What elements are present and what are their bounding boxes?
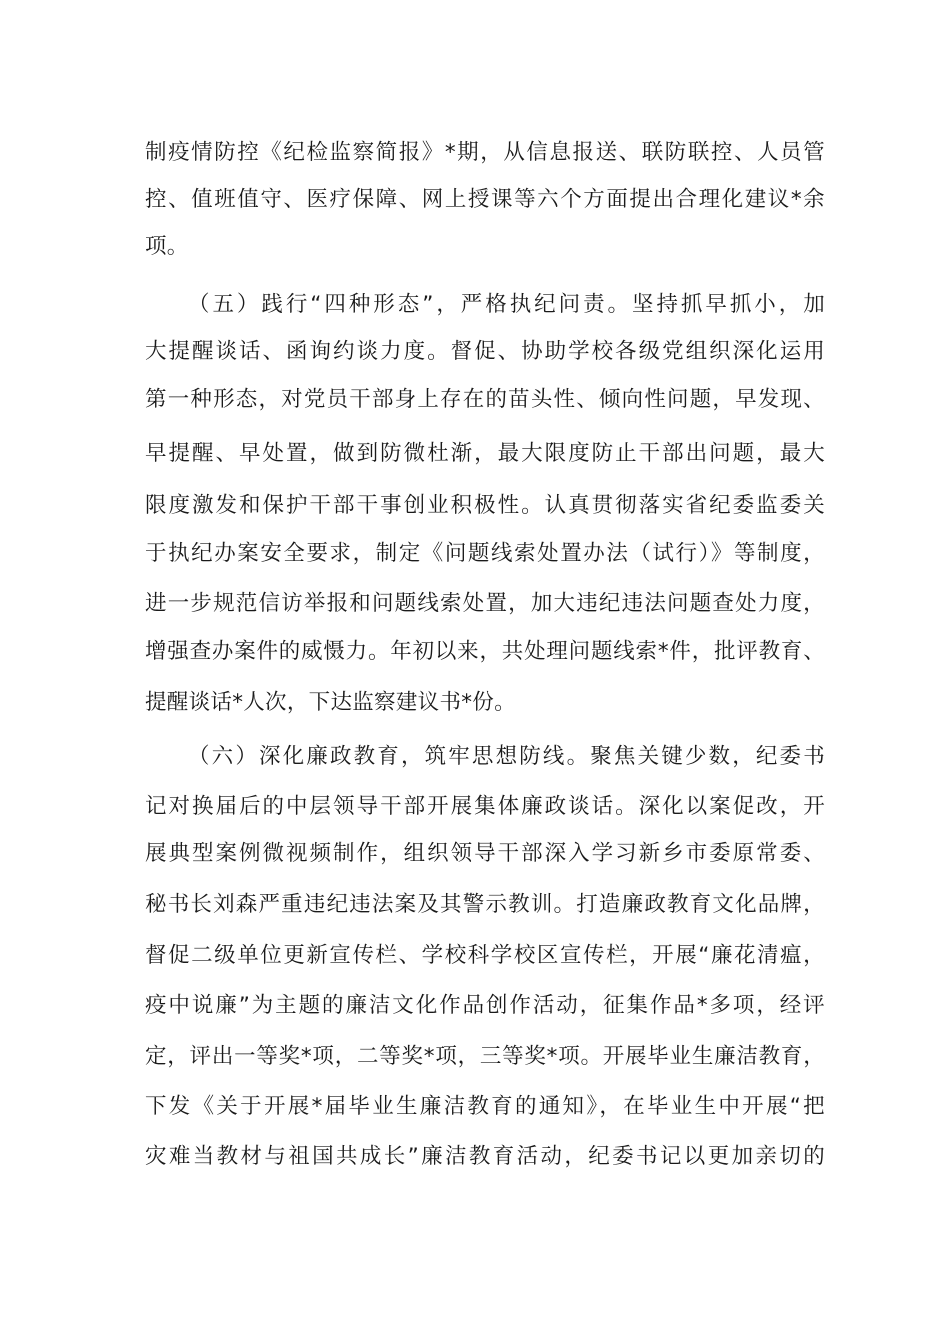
text-line: 下发《关于开展*届毕业生廉洁教育的通知》，在毕业生中开展“把	[145, 1094, 825, 1119]
text-line: 展典型案例微视频制作，组织领导干部深入学习新乡市委原常委、	[145, 841, 825, 866]
paragraph-heading-five: （五）践行“四种形态”，严格执纪问责。坚持抓早抓小，加	[188, 292, 825, 317]
paragraph-heading-six: （六）深化廉政教育，筑牢思想防线。聚焦关键少数，纪委书	[188, 744, 825, 769]
text-line: 限度激发和保护干部干事创业积极性。认真贯彻落实省纪委监委关	[145, 493, 825, 518]
text-line: 大提醒谈话、函询约谈力度。督促、协助学校各级党组织深化运用	[145, 339, 825, 364]
text-line: 项。	[145, 234, 189, 259]
text-line: 第一种形态，对党员干部身上存在的苗头性、倾向性问题，早发现、	[145, 387, 825, 412]
text-line: 控、值班值守、医疗保障、网上授课等六个方面提出合理化建议*余	[145, 187, 825, 212]
text-line: 增强查办案件的威慑力。年初以来，共处理问题线索*件，批评教育、	[145, 639, 825, 664]
text-line: 进一步规范信访举报和问题线索处置，加大违纪违法问题查处力度，	[145, 591, 825, 616]
text-line: 记对换届后的中层领导干部开展集体廉政谈话。深化以案促改，开	[145, 794, 825, 819]
text-line: 制疫情防控《纪检监察简报》*期，从信息报送、联防联控、人员管	[145, 140, 825, 165]
text-line: 于执纪办案安全要求，制定《问题线索处置办法（试行）》等制度，	[145, 541, 825, 566]
text-line: 定，评出一等奖*项，二等奖*项，三等奖*项。开展毕业生廉洁教育，	[145, 1044, 825, 1069]
text-line: 提醒谈话*人次，下达监察建议书*份。	[145, 690, 516, 715]
text-line: 疫中说廉”为主题的廉洁文化作品创作活动，征集作品*多项，经评	[145, 993, 825, 1018]
text-line: 灾难当教材与祖国共成长”廉洁教育活动，纪委书记以更加亲切的	[145, 1144, 825, 1169]
text-line: 秘书长刘森严重违纪违法案及其警示教训。打造廉政教育文化品牌，	[145, 892, 825, 917]
text-line: 早提醒、早处置，做到防微杜渐，最大限度防止干部出问题，最大	[145, 441, 825, 466]
text-line: 督促二级单位更新宣传栏、学校科学校区宣传栏，开展“廉花清瘟，	[145, 943, 825, 968]
